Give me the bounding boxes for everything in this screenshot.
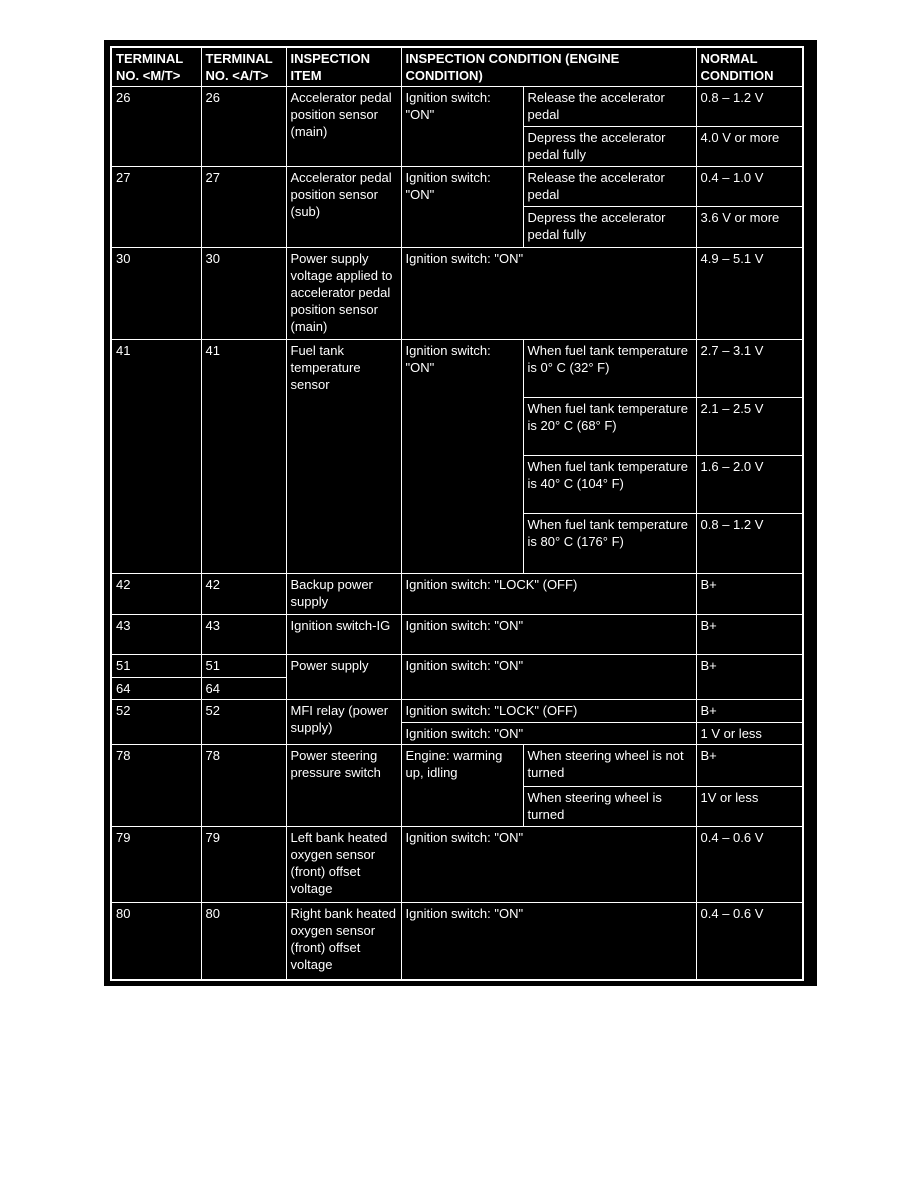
terminal-mt-cell: 43 bbox=[111, 615, 201, 655]
normal-condition-cell: 1V or less bbox=[696, 787, 803, 827]
terminal-at-cell: 43 bbox=[201, 615, 286, 655]
terminal-mt-cell: 42 bbox=[111, 574, 201, 615]
condition-cell: Ignition switch: "ON" bbox=[401, 167, 523, 248]
sub-condition-cell: Release the accelerator pedal bbox=[523, 167, 696, 207]
table-row bbox=[111, 903, 803, 980]
sub-condition-cell: When steering wheel is not turned bbox=[523, 745, 696, 787]
inspection-item-cell: Ignition switch-IG bbox=[286, 615, 401, 655]
terminal-at-cell: 64 bbox=[201, 678, 286, 700]
normal-condition-cell: 0.4 – 0.6 V bbox=[696, 903, 803, 980]
normal-condition-cell: 0.4 – 1.0 V bbox=[696, 167, 803, 207]
inspection-item-cell: Power supply bbox=[286, 655, 401, 700]
table-row bbox=[111, 827, 803, 903]
terminal-mt-cell: 26 bbox=[111, 87, 201, 167]
terminal-mt-cell: 80 bbox=[111, 903, 201, 980]
terminal-at-cell: 80 bbox=[201, 903, 286, 980]
normal-condition-cell: B+ bbox=[696, 574, 803, 615]
condition-cell: Ignition switch: "LOCK" (OFF) bbox=[401, 700, 696, 723]
terminal-at-cell: 41 bbox=[201, 340, 286, 574]
normal-condition-cell: 0.8 – 1.2 V bbox=[696, 514, 803, 574]
normal-condition-cell: 4.9 – 5.1 V bbox=[696, 248, 803, 340]
table-row bbox=[111, 87, 803, 127]
condition-cell: Ignition switch: "ON" bbox=[401, 723, 696, 745]
normal-condition-cell: 1 V or less bbox=[696, 723, 803, 745]
inspection-item-cell: Accelerator pedal position sensor (main) bbox=[286, 87, 401, 167]
terminal-at-cell: 42 bbox=[201, 574, 286, 615]
terminal-mt-cell: 30 bbox=[111, 248, 201, 340]
normal-condition-cell: 2.1 – 2.5 V bbox=[696, 398, 803, 456]
table-header-row bbox=[111, 47, 803, 87]
terminal-inspection-table-block bbox=[104, 40, 817, 986]
sub-condition-cell: When fuel tank temperature is 0° C (32° F) bbox=[523, 340, 696, 398]
table-row bbox=[111, 340, 803, 398]
terminal-at-cell: 26 bbox=[201, 87, 286, 167]
col-header-inspection-item: INSPECTION ITEM bbox=[286, 47, 401, 87]
terminal-at-cell: 52 bbox=[201, 700, 286, 745]
sub-condition-cell: Depress the accelerator pedal fully bbox=[523, 127, 696, 167]
normal-condition-cell: B+ bbox=[696, 655, 803, 700]
terminal-at-cell: 79 bbox=[201, 827, 286, 903]
terminal-mt-cell: 79 bbox=[111, 827, 201, 903]
inspection-item-cell: MFI relay (power supply) bbox=[286, 700, 401, 745]
normal-condition-cell: B+ bbox=[696, 700, 803, 723]
inspection-item-cell: Power steering pressure switch bbox=[286, 745, 401, 827]
condition-cell: Ignition switch: "LOCK" (OFF) bbox=[401, 574, 696, 615]
col-header-terminal-mt: TERMINAL NO. <M/T> bbox=[111, 47, 201, 87]
inspection-item-cell: Backup power supply bbox=[286, 574, 401, 615]
table-row bbox=[111, 745, 803, 787]
normal-condition-cell: 2.7 – 3.1 V bbox=[696, 340, 803, 398]
terminal-at-cell: 78 bbox=[201, 745, 286, 827]
terminal-mt-cell: 41 bbox=[111, 340, 201, 574]
col-header-inspection-condition: INSPECTION CONDITION (ENGINE CONDITION) bbox=[401, 47, 696, 87]
table-row bbox=[111, 700, 803, 723]
inspection-item-cell: Fuel tank temperature sensor bbox=[286, 340, 401, 574]
table-row bbox=[111, 615, 803, 655]
normal-condition-cell: 0.4 – 0.6 V bbox=[696, 827, 803, 903]
table-row bbox=[111, 655, 803, 678]
normal-condition-cell: 4.0 V or more bbox=[696, 127, 803, 167]
col-header-terminal-at: TERMINAL NO. <A/T> bbox=[201, 47, 286, 87]
condition-cell: Ignition switch: "ON" bbox=[401, 903, 696, 980]
normal-condition-cell: 3.6 V or more bbox=[696, 207, 803, 248]
terminal-mt-cell: 64 bbox=[111, 678, 201, 700]
terminal-mt-cell: 27 bbox=[111, 167, 201, 248]
col-header-normal-condition: NORMAL CONDITION bbox=[696, 47, 803, 87]
inspection-item-cell: Accelerator pedal position sensor (sub) bbox=[286, 167, 401, 248]
condition-cell: Ignition switch: "ON" bbox=[401, 615, 696, 655]
sub-condition-cell: When fuel tank temperature is 80° C (176° F) bbox=[523, 514, 696, 574]
terminal-at-cell: 27 bbox=[201, 167, 286, 248]
normal-condition-cell: 0.8 – 1.2 V bbox=[696, 87, 803, 127]
terminal-mt-cell: 51 bbox=[111, 655, 201, 678]
condition-cell: Ignition switch: "ON" bbox=[401, 248, 696, 340]
sub-condition-cell: When fuel tank temperature is 40° C (104° F) bbox=[523, 456, 696, 514]
normal-condition-cell: B+ bbox=[696, 745, 803, 787]
condition-cell: Engine: warming up, idling bbox=[401, 745, 523, 827]
sub-condition-cell: Depress the accelerator pedal fully bbox=[523, 207, 696, 248]
sub-condition-cell: Release the accelerator pedal bbox=[523, 87, 696, 127]
terminal-at-cell: 51 bbox=[201, 655, 286, 678]
inspection-item-cell: Left bank heated oxygen sensor (front) offset voltage bbox=[286, 827, 401, 903]
sub-condition-cell: When steering wheel is turned bbox=[523, 787, 696, 827]
sub-condition-cell: When fuel tank temperature is 20° C (68° F) bbox=[523, 398, 696, 456]
terminal-mt-cell: 78 bbox=[111, 745, 201, 827]
condition-cell: Ignition switch: "ON" bbox=[401, 655, 696, 700]
condition-cell: Ignition switch: "ON" bbox=[401, 340, 523, 574]
terminal-mt-cell: 52 bbox=[111, 700, 201, 745]
table-row bbox=[111, 574, 803, 615]
terminal-inspection-table bbox=[110, 46, 804, 981]
condition-cell: Ignition switch: "ON" bbox=[401, 87, 523, 167]
table-row bbox=[111, 167, 803, 207]
normal-condition-cell: B+ bbox=[696, 615, 803, 655]
inspection-item-cell: Right bank heated oxygen sensor (front) offset voltage bbox=[286, 903, 401, 980]
condition-cell: Ignition switch: "ON" bbox=[401, 827, 696, 903]
inspection-item-cell: Power supply voltage applied to accelerator pedal position sensor (main) bbox=[286, 248, 401, 340]
normal-condition-cell: 1.6 – 2.0 V bbox=[696, 456, 803, 514]
terminal-at-cell: 30 bbox=[201, 248, 286, 340]
table-row bbox=[111, 248, 803, 340]
